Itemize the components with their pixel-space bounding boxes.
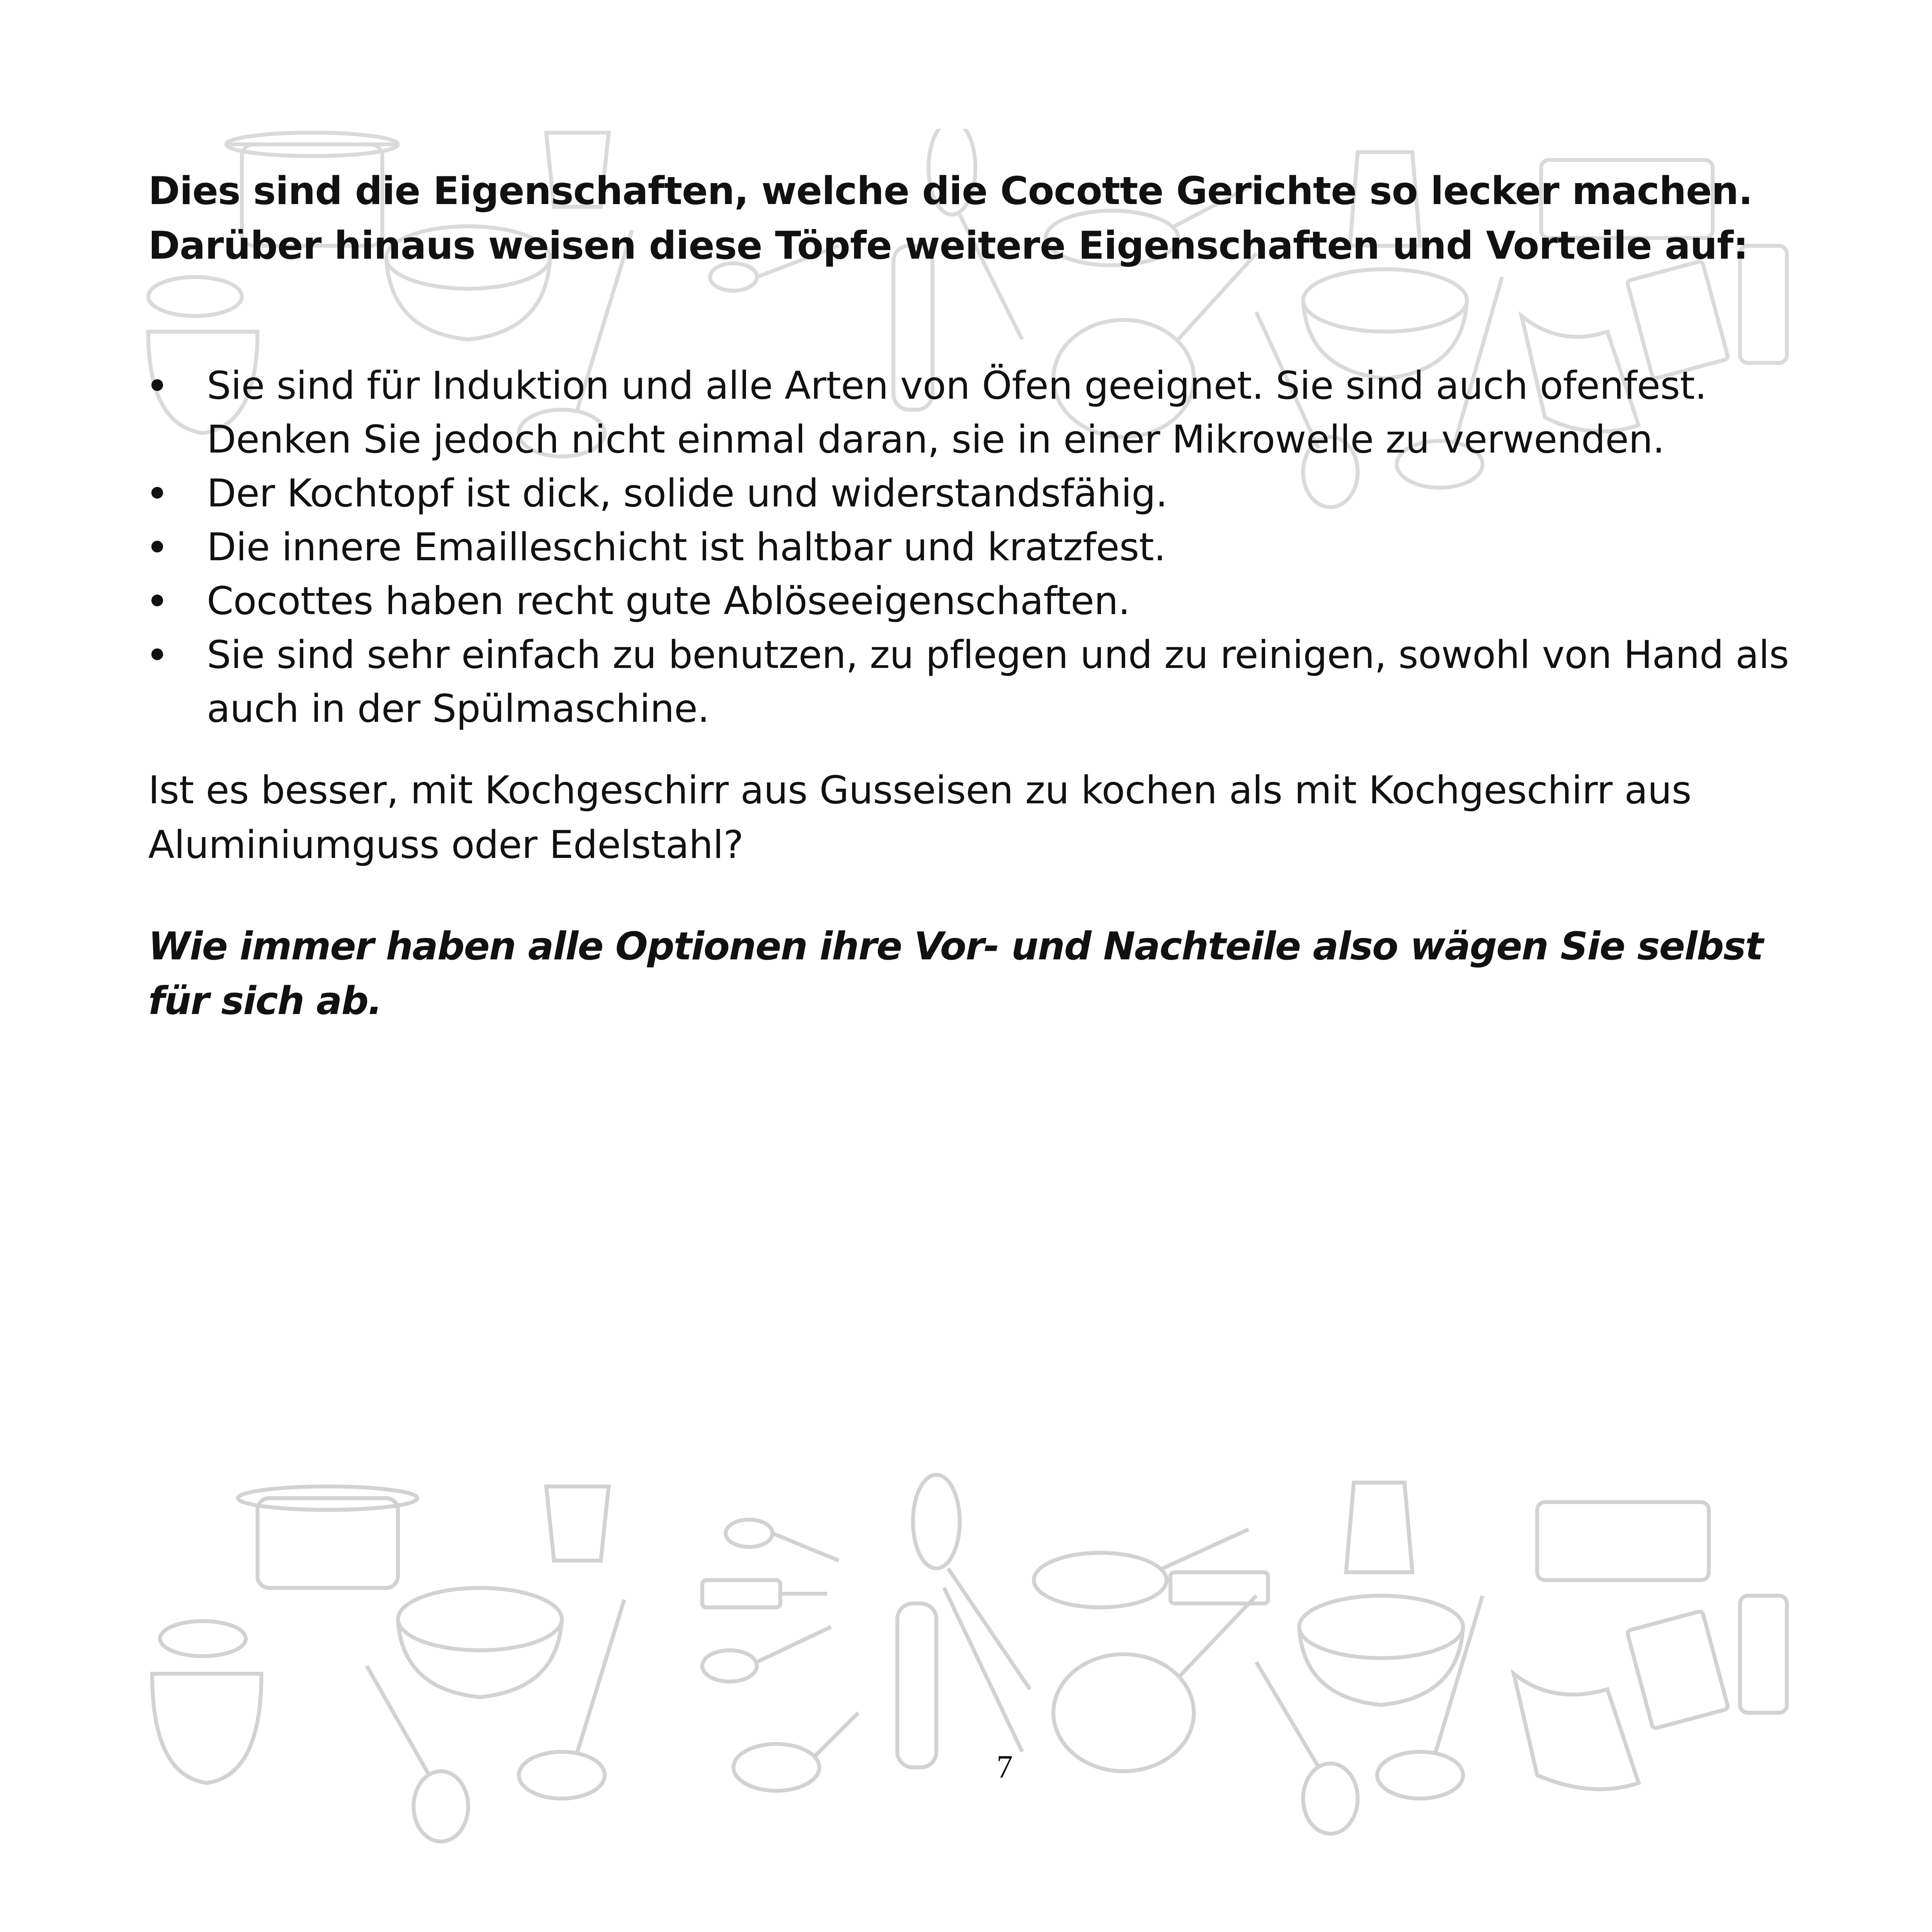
list-item bbox=[148, 359, 1826, 467]
mixing-bowl-icon bbox=[398, 1588, 562, 1697]
bullet-icon bbox=[151, 595, 163, 606]
conclusion-paragraph: Wie immer haben alle Optionen ihre Vor- und Nachteile also wägen Sie selbst für sich ab. bbox=[148, 924, 1763, 1023]
list-item-text: Cocottes haben recht gute Ablöseeigenschaften. bbox=[207, 579, 1130, 623]
bullet-icon bbox=[151, 487, 163, 499]
page-number: 7 bbox=[996, 1749, 1013, 1785]
list-item-text: Sie sind sehr einfach zu benutzen, zu pflegen und zu reinigen, sowohl von Hand als auch in der Spülmaschine. bbox=[207, 633, 1789, 731]
cooking-pot-icon bbox=[238, 1486, 417, 1588]
list-item-text: Die innere Emailleschicht ist haltbar und kratzfest. bbox=[207, 525, 1166, 570]
spoon-icon-2 bbox=[702, 1627, 831, 1682]
intro-paragraph: Dies sind die Eigenschaften, welche die Cocotte Gerichte so lecker machen. Darüber hinaus weisen diese Töpfe weitere Eigenschaften und Vorteile auf: bbox=[148, 169, 1753, 268]
kitchen-scale-icon bbox=[1627, 1611, 1728, 1729]
knife-icon bbox=[702, 1580, 827, 1607]
list-item-text: Der Kochtopf ist dick, solide und widerstandsfähig. bbox=[207, 471, 1168, 516]
list-item bbox=[148, 467, 1826, 520]
rolling-pin-icon bbox=[897, 1603, 936, 1767]
list-item bbox=[148, 574, 1826, 628]
cutting-board-icon bbox=[1170, 1572, 1268, 1603]
glass-icon bbox=[546, 1486, 609, 1561]
whisk-icon bbox=[913, 1475, 1030, 1689]
spoon-icon bbox=[726, 1520, 839, 1561]
page-content bbox=[148, 164, 1826, 1028]
serving-bowl-icon bbox=[1299, 1596, 1463, 1705]
bullet-icon bbox=[151, 541, 163, 552]
bullet-icon bbox=[151, 379, 163, 391]
frying-pan-icon bbox=[1034, 1529, 1248, 1607]
question-paragraph: Ist es besser, mit Kochgeschirr aus Gusseisen zu kochen als mit Kochgeschirr aus Aluminiumguss oder Edelstahl? bbox=[148, 768, 1692, 867]
grater-icon bbox=[1740, 1596, 1787, 1713]
list-item-text: Sie sind für Induktion und alle Arten von Öfen geeignet. Sie sind auch ofenfest. Denken Sie jedoch nicht einmal daran, sie in einer Mikrowelle zu verwenden. bbox=[207, 364, 1707, 462]
kitchen-utensils-background-bottom bbox=[0, 1471, 1932, 1932]
list-item bbox=[148, 520, 1826, 574]
bread-knife-icon bbox=[944, 1588, 1022, 1752]
colander-icon bbox=[1053, 1596, 1256, 1771]
cake-tin-icon bbox=[1537, 1502, 1709, 1580]
list-item bbox=[148, 628, 1826, 736]
jug-icon bbox=[1346, 1483, 1412, 1572]
features-list bbox=[148, 359, 1826, 736]
bullet-icon bbox=[151, 648, 163, 660]
